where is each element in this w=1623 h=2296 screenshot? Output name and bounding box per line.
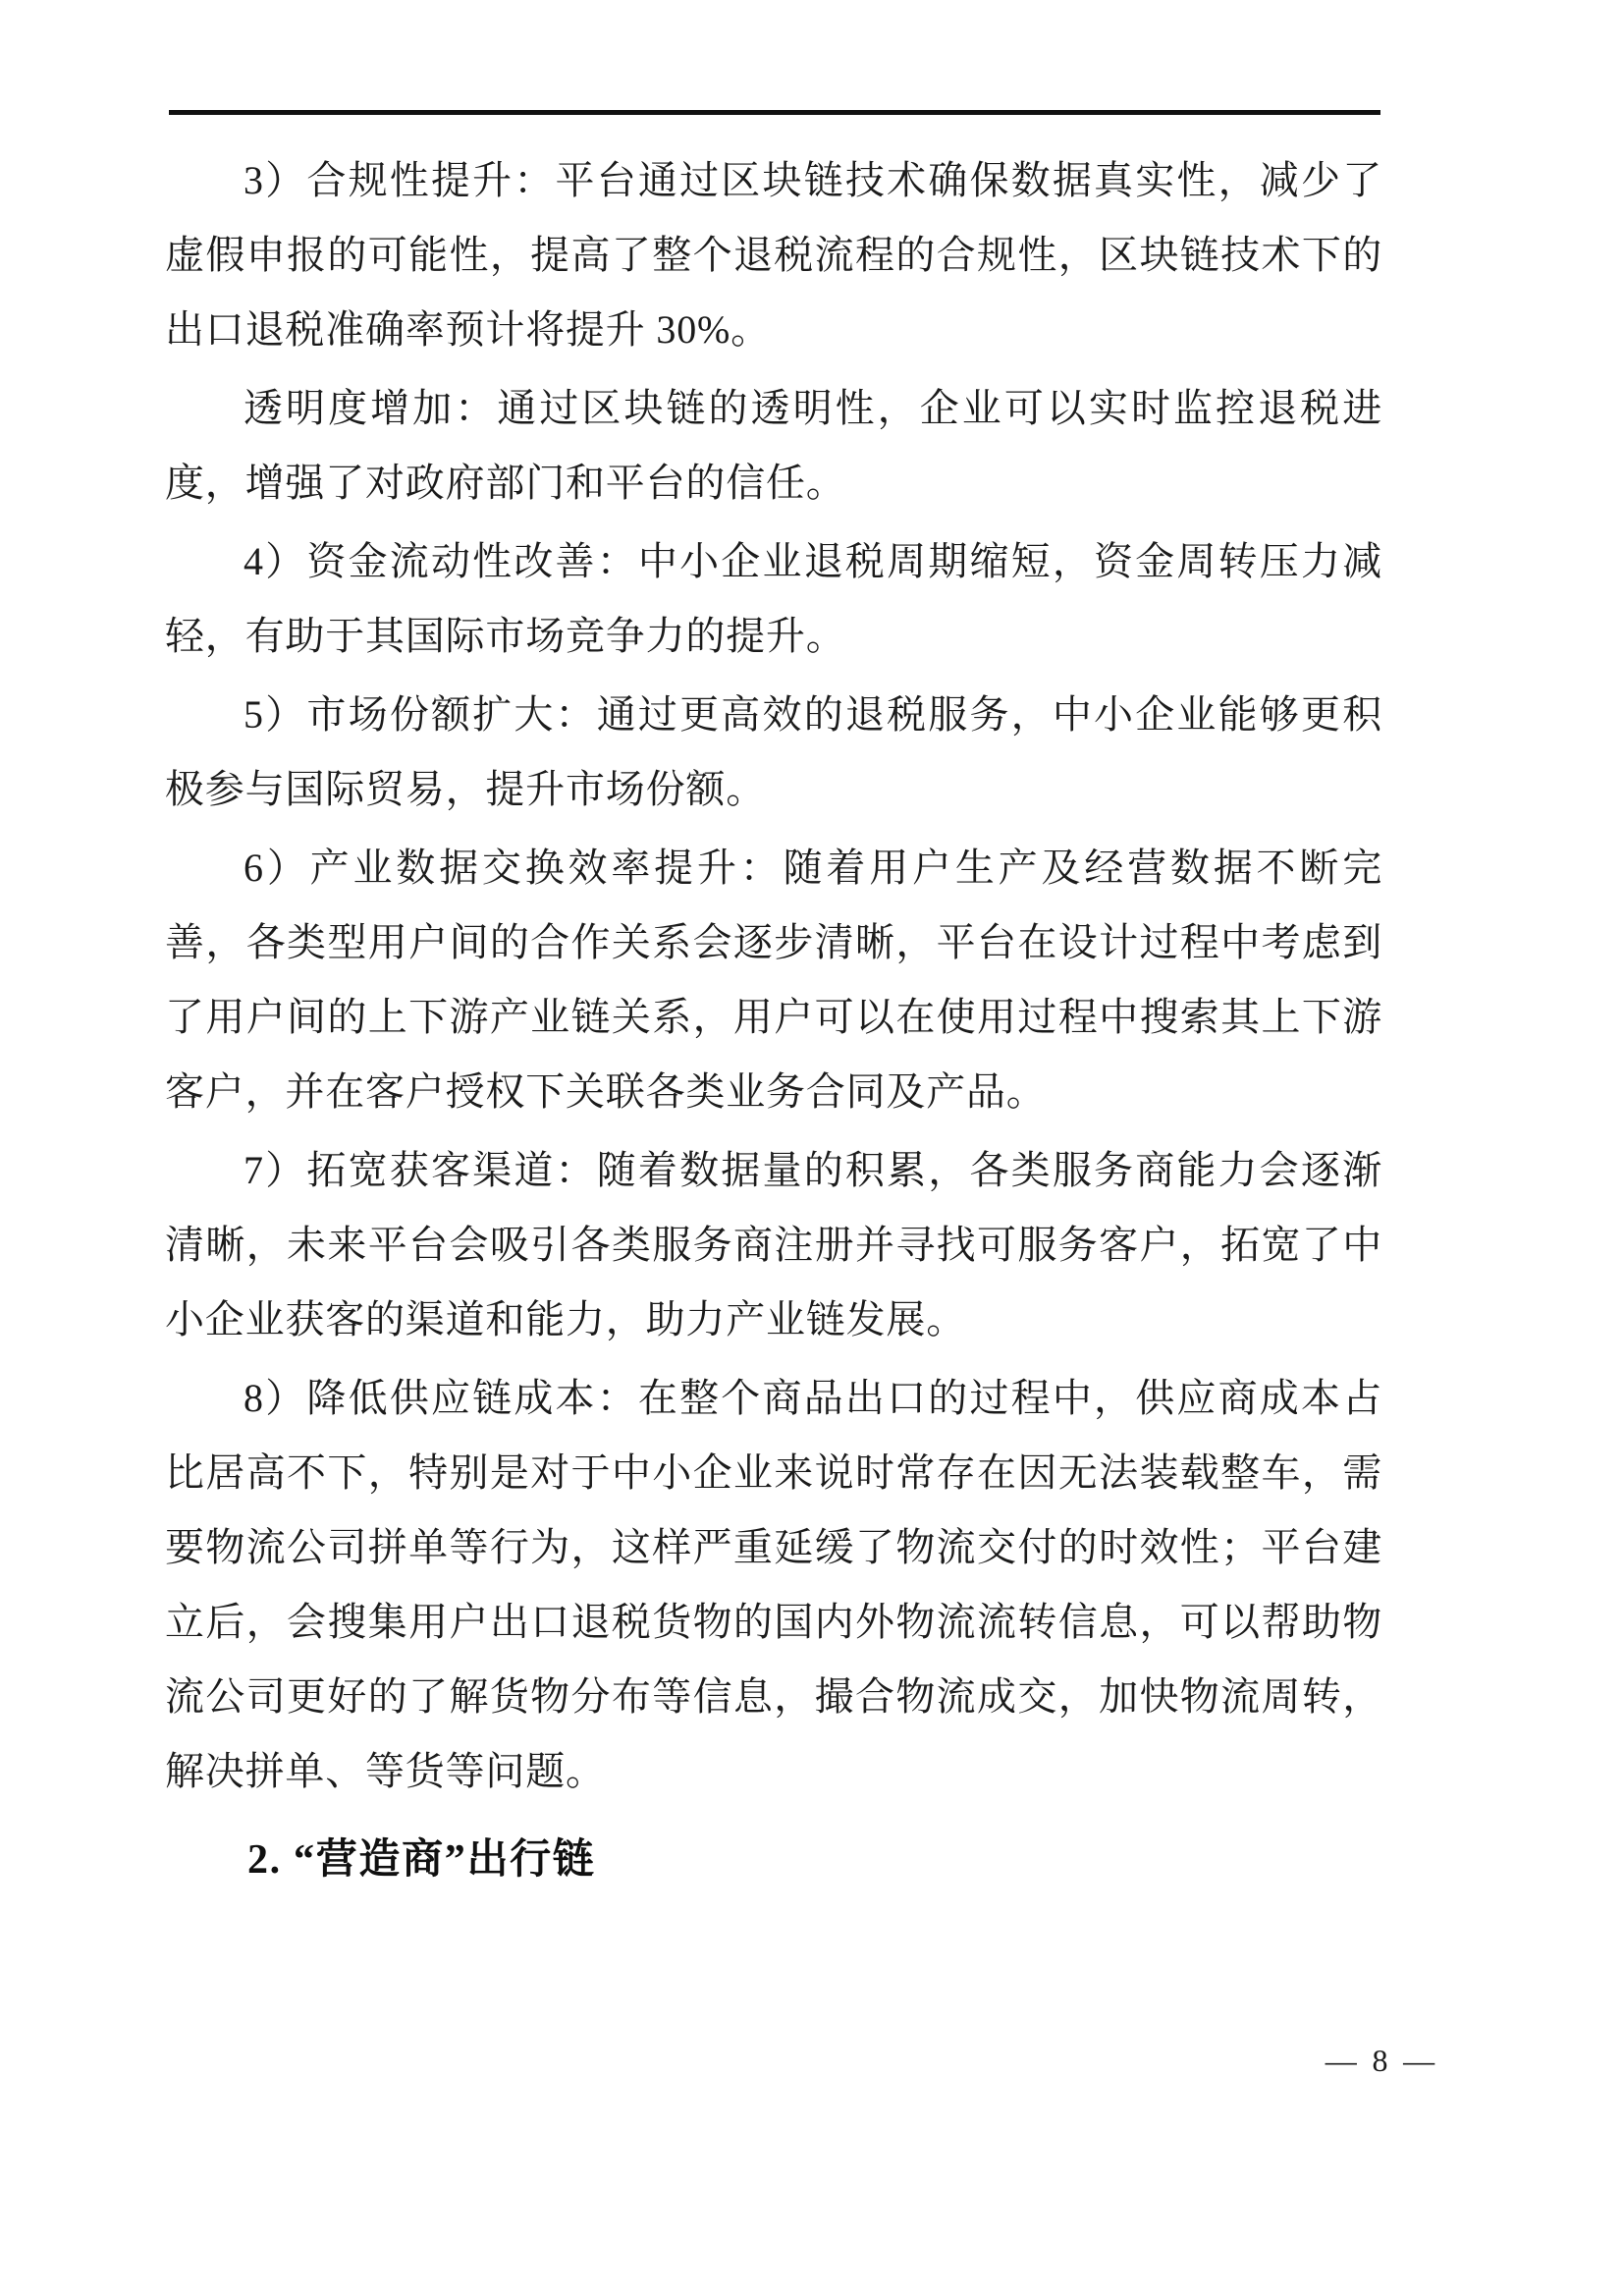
paragraph-item-4-liquidity: 4）资金流动性改善：中小企业退税周期缩短，资金周转压力减轻，有助于其国际市场竞争力的提升。: [165, 539, 1382, 658]
paragraph-transparency-increase: 透明度增加：通过区块链的透明性，企业可以实时监控退税进度，增强了对政府部门和平台的信任。: [165, 386, 1382, 505]
paragraph-item-8-supply-chain-cost: 8）降低供应链成本：在整个商品出口的过程中，供应商成本占比居高不下，特别是对于中小企业来说时常存在因无法装载整车，需要物流公司拼单等行为，这样严重延缓了物流交付的时效性；平台建立后，会搜集用户出口退税货物的国内外物流流转信息，可以帮助物流公司更好的了解货物分布等信息，撮合物流成交，加快物流周转，解决拼单、等货等问题。: [165, 1376, 1382, 1793]
paragraph-item-3-compliance: 3）合规性提升：平台通过区块链技术确保数据真实性，减少了虚假申报的可能性，提高了整个退税流程的合规性，区块链技术下的出口退税准确率预计将提升 30%。: [165, 158, 1382, 352]
header-rule: [169, 110, 1380, 115]
paragraph-item-5-market-share: 5）市场份额扩大：通过更高效的退税服务，中小企业能够更积极参与国际贸易，提升市场份额。: [165, 692, 1382, 811]
document-body: [165, 143, 1382, 1897]
paragraph-item-6-data-exchange: 6）产业数据交换效率提升：随着用户生产及经营数据不断完善，各类型用户间的合作关系会逐步清晰，平台在设计过程中考虑到了用户间的上下游产业链关系，用户可以在使用过程中搜索其上下游客户，并在客户授权下关联各类业务合同及产品。: [165, 846, 1382, 1114]
section-2-heading: 2. “营造商”出行链: [247, 1837, 596, 1883]
page-number: — 8 —: [1325, 2043, 1438, 2078]
paragraph-item-7-customer-channels: 7）拓宽获客渠道：随着数据量的积累，各类服务商能力会逐渐清晰，未来平台会吸引各类服务商注册并寻找可服务客户，拓宽了中小企业获客的渠道和能力，助力产业链发展。: [165, 1148, 1382, 1341]
